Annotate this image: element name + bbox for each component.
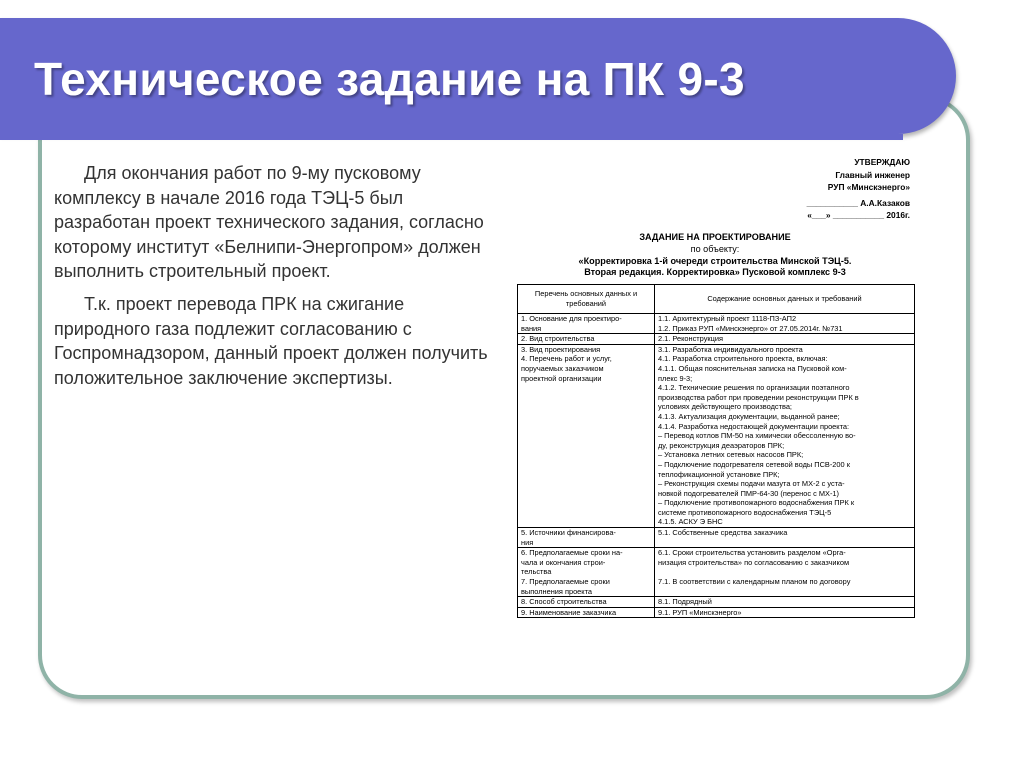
content-cell <box>655 607 915 618</box>
cell-text: 5.1. Собственные средства заказчика <box>658 528 788 538</box>
requirement-cell <box>518 334 655 345</box>
approval-block <box>807 156 910 222</box>
table-row <box>518 548 915 597</box>
table-row <box>518 334 915 345</box>
cell-text: условиях действующего производства; <box>658 402 792 412</box>
spec-table <box>517 284 915 618</box>
document-heading <box>510 232 920 279</box>
table-row <box>518 344 915 527</box>
cell-text: 4.1. Разработка строительного проекта, включая: <box>658 354 828 364</box>
table-row <box>518 314 915 334</box>
cell-text: 4.1.2. Технические решения по организации поэтапного <box>658 383 850 393</box>
cell-text: 7. Предполагаемые сроки <box>521 577 610 587</box>
requirement-cell <box>518 344 655 527</box>
cell-text: проектной организации <box>521 373 602 383</box>
table-header: Содержание основных данных и требований <box>655 285 915 314</box>
cell-text: ния <box>521 537 534 547</box>
cell-text: – Установка летних сетевых насосов ПРК; <box>658 450 804 460</box>
table-row <box>518 607 915 618</box>
content-cell <box>655 548 915 597</box>
cell-text: – Перевод котлов ПМ-50 на химически обессоленную во- <box>658 431 856 441</box>
cell-text: 5. Источники финансирова- <box>521 528 616 538</box>
approval-line: ___________ А.А.Казаков <box>806 197 910 208</box>
cell-text: 8.1. Подрядный <box>658 597 712 607</box>
cell-text: тельства <box>521 567 552 577</box>
cell-text: 6.1. Сроки строительства установить разделом «Орга- <box>658 548 846 558</box>
cell-text: – Подключение противопожарного водоснабжения ПРК к <box>658 498 855 508</box>
cell-text: поручаемых заказчиком <box>521 363 604 373</box>
document-subtitle: по объекту: <box>690 243 740 254</box>
cell-text: 4.1.3. Актуализация документации, выданной ранее; <box>658 411 840 421</box>
table-header: Перечень основных данных и требований <box>518 285 655 314</box>
cell-text: 9. Наименование заказчика <box>521 607 617 617</box>
cell-text: 2. Вид строительства <box>521 334 595 344</box>
content-cell <box>655 528 915 548</box>
requirement-cell <box>518 314 655 334</box>
cell-text: 4.1.5. АСКУ Э БНС <box>658 517 723 527</box>
cell-text: выполнения проекта <box>521 586 593 596</box>
cell-text: плекс 9-3; <box>658 373 693 383</box>
document-object-line: Вторая редакция. Корректировка» Пусковой комплекс 9-3 <box>584 267 846 278</box>
cell-text: 9.1. РУП «Минскэнерго» <box>658 607 742 617</box>
cell-text: системе противопожарного водоснабжения ТЭЦ-5 <box>658 507 832 517</box>
cell-text: 4. Перечень работ и услуг, <box>521 354 612 364</box>
approval-line: Главный инженер <box>835 169 910 180</box>
content-cell <box>655 314 915 334</box>
document-scan <box>510 150 920 690</box>
cell-text: 4.1.1. Общая пояснительная записка на Пусковой ком- <box>658 363 847 373</box>
cell-text: 6. Предполагаемые сроки на- <box>521 548 623 558</box>
content-cell <box>655 597 915 608</box>
approval-line: «___» ___________ 2016г. <box>807 210 910 220</box>
content-cell <box>655 334 915 345</box>
requirement-cell <box>518 528 655 548</box>
approval-line: УТВЕРЖДАЮ <box>854 157 910 167</box>
requirement-cell <box>518 597 655 608</box>
cell-text <box>658 567 911 577</box>
document-object-line: «Корректировка 1-й очереди строительства Минской ТЭЦ-5. <box>578 255 852 266</box>
table-row <box>518 597 915 608</box>
cell-text: 1.1. Архитектурный проект 1118-ПЗ-АП2 <box>658 314 797 323</box>
cell-text: 1.2. Приказ РУП «Минскэнерго» от 27.05.2014г. №731 <box>658 323 843 333</box>
cell-text: 3. Вид проектирования <box>521 344 601 354</box>
cell-text: низация строительства» по согласованию с заказчиком <box>658 557 850 567</box>
slide-title: Техническое задание на ПК 9-3 <box>34 53 745 105</box>
table-row <box>518 528 915 548</box>
cell-text: ду, реконструкция деаэраторов ПРК; <box>658 440 785 450</box>
requirement-cell <box>518 548 655 597</box>
cell-text: 4.1.4. Разработка недостающей документации проекта: <box>658 421 850 431</box>
slide-body <box>54 161 494 398</box>
document-title: ЗАДАНИЕ НА ПРОЕКТИРОВАНИЕ <box>639 232 791 242</box>
cell-text: теплофикационной установке ПРК; <box>658 469 780 479</box>
cell-text: 3.1. Разработка индивидуального проекта <box>658 344 803 354</box>
cell-text: новкой подогревателей ПМР-64-30 (перенос с МХ-1) <box>658 488 839 498</box>
content-cell <box>655 344 915 527</box>
approval-line: РУП «Минскэнерго» <box>827 182 910 192</box>
paragraph-2: Т.к. проект перевода ПРК на сжигание природного газа подлежит согласованию с Госпромнадзором, данный проект должен получить положительное заключение экспертизы. <box>54 293 488 388</box>
cell-text: – Подключение подогревателя сетевой воды ПСВ-200 к <box>658 459 850 469</box>
cell-text: 7.1. В соответствии с календарным планом по договору <box>658 577 851 587</box>
requirement-cell <box>518 607 655 618</box>
cell-text: 1. Основание для проектиро- <box>521 314 622 323</box>
cell-text: чала и окончания строи- <box>521 557 606 567</box>
cell-text: 8. Способ строительства <box>521 597 607 607</box>
title-underline <box>0 134 903 140</box>
cell-text: производства работ при проведении реконструкции ПРК в <box>658 392 859 402</box>
paragraph-1: Для окончания работ по 9-му пусковому комплексу в начале 2016 года ТЭЦ-5 был разработан проект технического задания, согласно которому институт «Белнипи-Энергопром» должен выполнить строительный проект. <box>54 163 484 282</box>
cell-text: 2.1. Реконструкция <box>658 334 724 344</box>
cell-text: – Реконструкция схемы подачи мазута от МХ-2 с уста- <box>658 479 845 489</box>
cell-text: вания <box>521 323 542 333</box>
